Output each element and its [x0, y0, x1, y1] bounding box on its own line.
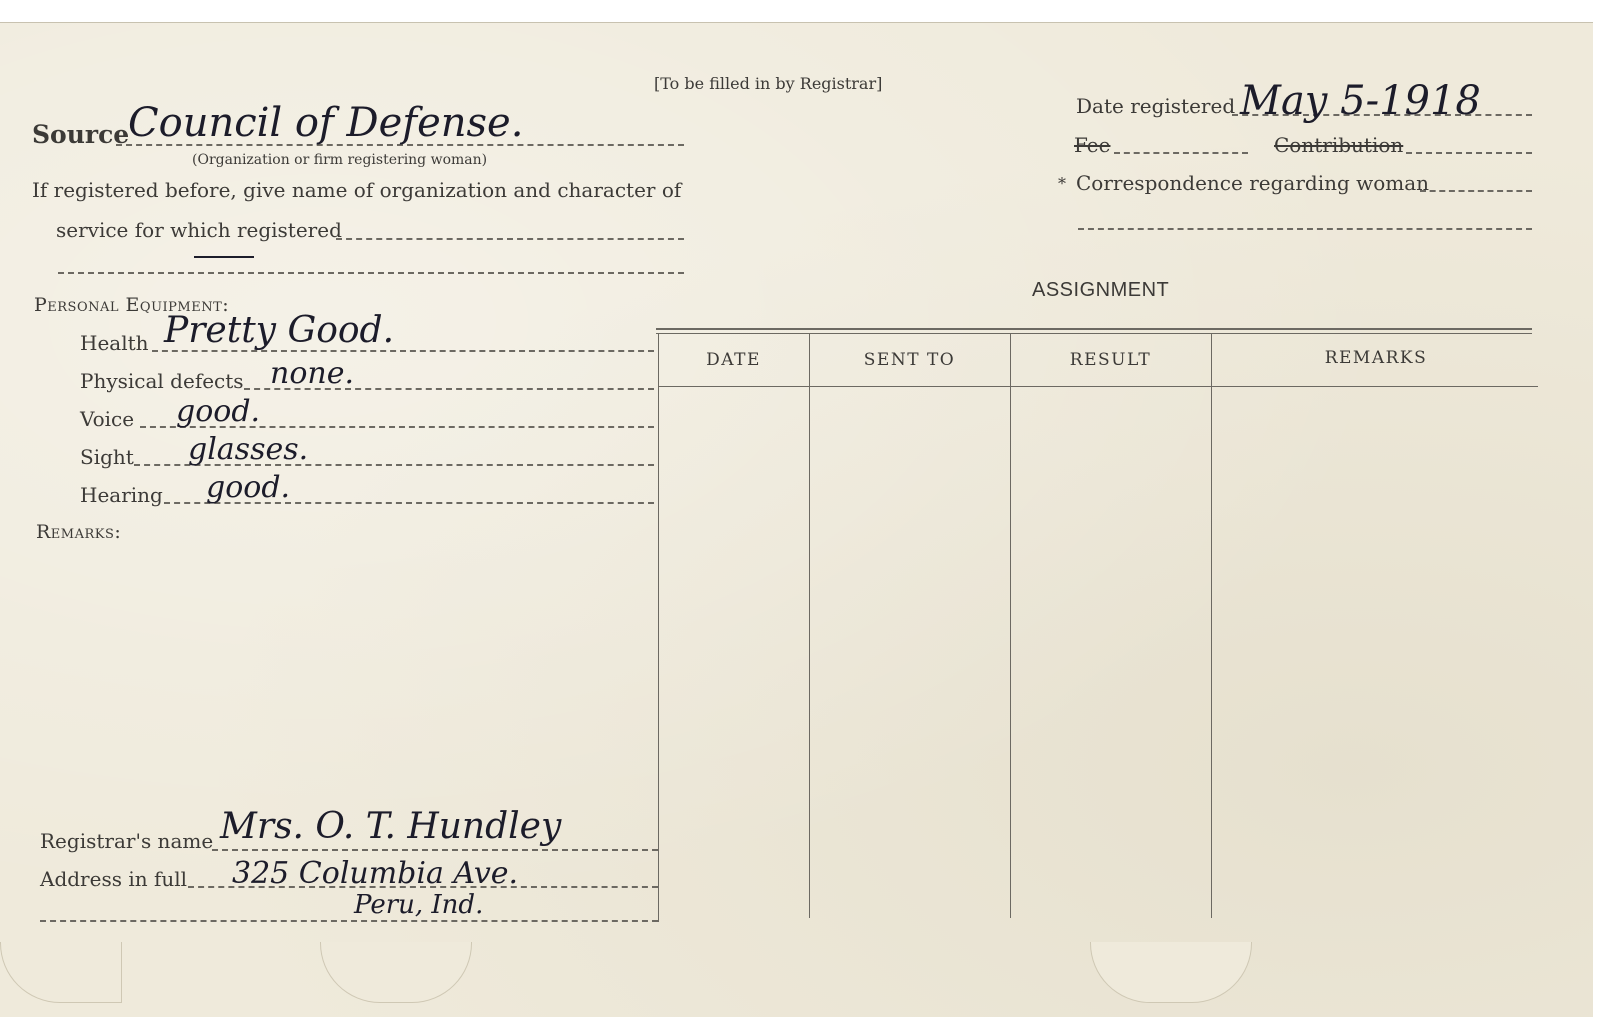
table-col-line-2: [1010, 334, 1011, 918]
correspondence-line-2: [1078, 228, 1532, 230]
table-col-line-3: [1211, 334, 1212, 918]
fee-label: Fee: [1074, 133, 1111, 157]
address-line-2: [40, 920, 658, 922]
table-top-rule-1: [656, 328, 1532, 330]
address-label: Address in full: [40, 867, 188, 891]
health-value: Pretty Good.: [164, 310, 395, 351]
personal-equipment-heading: Personal Equipment:: [34, 294, 230, 316]
sight-value: glasses.: [188, 432, 309, 467]
col-result: RESULT: [1069, 350, 1152, 370]
hearing-value: good.: [206, 470, 291, 505]
address-value-2: Peru, Ind.: [354, 890, 484, 920]
date-registered-value: May 5-1918: [1240, 78, 1481, 124]
col-remarks: REMARKS: [1324, 348, 1428, 368]
registered-before-line1: If registered before, give name of organization and character of: [32, 178, 682, 202]
physical-defects-label: Physical defects: [80, 369, 244, 393]
col-sent-to: SENT TO: [863, 350, 956, 370]
address-value-1: 325 Columbia Ave.: [232, 856, 519, 891]
registrar-note: [To be filled in by Registrar]: [654, 74, 883, 93]
assignment-title: ASSIGNMENT: [1032, 279, 1170, 301]
voice-value: good.: [176, 394, 261, 429]
hearing-label: Hearing: [80, 483, 163, 507]
col-date: DATE: [706, 350, 761, 370]
contribution-label: Contribution: [1274, 133, 1404, 157]
registrar-name-label: Registrar's name: [40, 829, 214, 853]
table-col-line-1: [809, 334, 810, 918]
remarks-label: Remarks:: [36, 521, 122, 543]
table-header-rule: [658, 386, 1538, 387]
registrar-name-line: [212, 849, 658, 851]
source-caption: (Organization or firm registering woman): [192, 152, 488, 168]
source-label: Source: [32, 120, 130, 149]
correspondence-label: Correspondence regarding woman: [1076, 171, 1430, 195]
source-value: Council of Defense.: [128, 100, 524, 146]
physical-defects-value: none.: [270, 356, 354, 391]
table-top-rule-2: [656, 333, 1532, 334]
fee-line: [1114, 152, 1248, 154]
correspondence-marker: *: [1058, 174, 1066, 193]
registered-before-line2: service for which registered: [56, 218, 342, 242]
registrar-name-value: Mrs. O. T. Hundley: [220, 806, 562, 847]
health-label: Health: [80, 331, 149, 355]
date-registered-label: Date registered: [1076, 94, 1236, 118]
voice-label: Voice: [80, 407, 135, 431]
underline-mark: [194, 256, 254, 258]
sight-label: Sight: [80, 445, 134, 469]
contribution-line: [1406, 152, 1532, 154]
registered-before-line-2: [58, 272, 684, 274]
table-col-line-0: [658, 334, 659, 922]
correspondence-line-1: [1420, 190, 1532, 192]
registered-before-line: [336, 238, 684, 240]
